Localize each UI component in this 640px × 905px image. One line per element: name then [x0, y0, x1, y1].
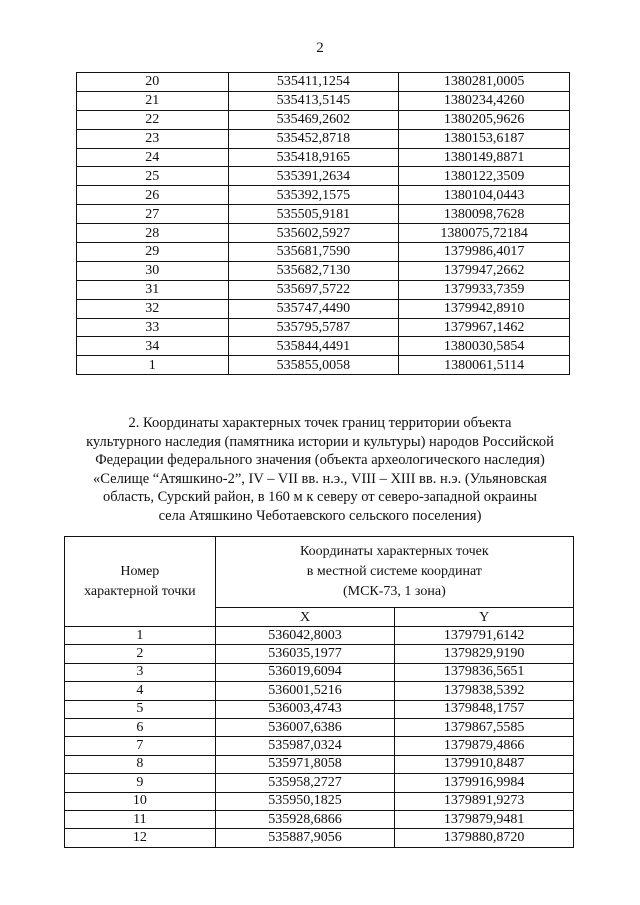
y-coordinate-cell: 1380234,4260 — [399, 91, 570, 110]
header-x: X — [215, 608, 395, 627]
y-coordinate-cell: 1379836,5651 — [395, 663, 574, 681]
caption-line: область, Сурский район, в 160 м к северу от северо-западной окраины — [103, 489, 537, 506]
table-row — [77, 205, 570, 224]
point-number-cell: 1 — [65, 627, 216, 645]
x-coordinate-cell: 535505,9181 — [228, 205, 399, 224]
point-number-cell: 26 — [77, 186, 229, 205]
x-coordinate-cell: 535411,1254 — [228, 73, 399, 92]
table-row — [65, 737, 574, 755]
table-row — [77, 356, 570, 375]
header-coordinates-line1: Координаты характерных точек — [300, 544, 489, 559]
point-number-cell: 34 — [77, 337, 229, 356]
y-coordinate-cell: 1379947,2662 — [399, 261, 570, 280]
point-number-cell: 20 — [77, 73, 229, 92]
point-number-cell: 23 — [77, 129, 229, 148]
table-row — [65, 627, 574, 645]
table-row — [65, 755, 574, 773]
y-coordinate-cell: 1380075,72184 — [399, 224, 570, 243]
x-coordinate-cell: 536042,8003 — [215, 627, 395, 645]
y-coordinate-cell: 1379879,4866 — [395, 737, 574, 755]
header-point-number-line1: Номер — [120, 563, 160, 579]
point-number-cell: 22 — [77, 110, 229, 129]
y-coordinate-cell: 1379838,5392 — [395, 682, 574, 700]
y-coordinate-cell: 1379910,8487 — [395, 755, 574, 773]
y-coordinate-cell: 1379880,8720 — [395, 829, 574, 847]
y-coordinate-cell: 1379829,9190 — [395, 645, 574, 663]
point-number-cell: 32 — [77, 299, 229, 318]
x-coordinate-cell: 535844,4491 — [228, 337, 399, 356]
x-coordinate-cell: 536001,5216 — [215, 682, 395, 700]
point-number-cell: 12 — [65, 829, 216, 847]
x-coordinate-cell: 535855,0058 — [228, 356, 399, 375]
point-number-cell: 24 — [77, 148, 229, 167]
x-coordinate-cell: 535391,2634 — [228, 167, 399, 186]
coordinates-table-continued-body — [77, 73, 570, 375]
y-coordinate-cell: 1379867,5585 — [395, 718, 574, 736]
table-row — [77, 224, 570, 243]
x-coordinate-cell: 535682,7130 — [228, 261, 399, 280]
table-row — [65, 645, 574, 663]
point-number-cell: 1 — [77, 356, 229, 375]
y-coordinate-cell: 1380205,9626 — [399, 110, 570, 129]
y-coordinate-cell: 1380104,0443 — [399, 186, 570, 205]
x-coordinate-cell: 536035,1977 — [215, 645, 395, 663]
caption-line: села Атяшкино Чеботаевского сельского поселения) — [158, 507, 482, 524]
x-coordinate-cell: 535418,9165 — [228, 148, 399, 167]
x-coordinate-cell: 535971,8058 — [215, 755, 395, 773]
y-coordinate-cell: 1379933,7359 — [399, 280, 570, 299]
table-row — [77, 243, 570, 262]
y-coordinate-cell: 1379916,9984 — [395, 774, 574, 792]
x-coordinate-cell: 535950,1825 — [215, 792, 395, 810]
x-coordinate-cell: 535928,6866 — [215, 810, 395, 828]
table-row — [77, 167, 570, 186]
y-coordinate-cell: 1379848,1757 — [395, 700, 574, 718]
coordinates-table-section-2 — [64, 536, 574, 848]
table-row — [65, 810, 574, 828]
y-coordinate-cell: 1380153,6187 — [399, 129, 570, 148]
header-coordinates-line2: в местной системе координат — [306, 564, 482, 579]
table-row — [77, 110, 570, 129]
table-row — [77, 280, 570, 299]
header-y: Y — [395, 608, 574, 627]
x-coordinate-cell: 535795,5787 — [228, 318, 399, 337]
x-coordinate-cell: 535887,9056 — [215, 829, 395, 847]
point-number-cell: 11 — [65, 810, 216, 828]
y-coordinate-cell: 1379967,1462 — [399, 318, 570, 337]
point-number-cell: 10 — [65, 792, 216, 810]
y-coordinate-cell: 1379891,9273 — [395, 792, 574, 810]
point-number-cell: 4 — [65, 682, 216, 700]
point-number-cell: 29 — [77, 243, 229, 262]
point-number-cell: 2 — [65, 645, 216, 663]
point-number-cell: 30 — [77, 261, 229, 280]
x-coordinate-cell: 535958,2727 — [215, 774, 395, 792]
table-row — [77, 318, 570, 337]
point-number-cell: 28 — [77, 224, 229, 243]
caption-line: «Селище “Атяшкино-2”, IV – VII вв. н.э., VIII – XIII вв. н.э. (Ульяновская — [93, 470, 547, 487]
table-row — [77, 91, 570, 110]
point-number-cell: 8 — [65, 755, 216, 773]
table-row — [65, 663, 574, 681]
point-number-cell: 7 — [65, 737, 216, 755]
point-number-cell: 27 — [77, 205, 229, 224]
table-row — [77, 261, 570, 280]
table-row — [77, 129, 570, 148]
table-row — [77, 186, 570, 205]
header-point-number-line2: характерной точки — [84, 583, 196, 599]
table-row — [77, 337, 570, 356]
y-coordinate-cell: 1380030,5854 — [399, 337, 570, 356]
x-coordinate-cell: 535413,5145 — [228, 91, 399, 110]
x-coordinate-cell: 536019,6094 — [215, 663, 395, 681]
coordinates-table-continued — [76, 72, 570, 375]
x-coordinate-cell: 535452,8718 — [228, 129, 399, 148]
point-number-cell: 25 — [77, 167, 229, 186]
x-coordinate-cell: 536003,4743 — [215, 700, 395, 718]
point-number-cell: 33 — [77, 318, 229, 337]
table-row — [65, 774, 574, 792]
point-number-cell: 6 — [65, 718, 216, 736]
point-number-cell: 5 — [65, 700, 216, 718]
y-coordinate-cell: 1380149,8871 — [399, 148, 570, 167]
caption-line: культурного наследия (памятника истории и культуры) народов Российской — [86, 433, 554, 450]
y-coordinate-cell: 1379791,6142 — [395, 627, 574, 645]
table-row — [65, 792, 574, 810]
table-row — [65, 718, 574, 736]
coordinates-table-section-2-body — [65, 627, 574, 848]
caption-line: Федерации федерального значения (объекта археологического наследия) — [95, 452, 545, 469]
x-coordinate-cell: 535697,5722 — [228, 280, 399, 299]
y-coordinate-cell: 1379986,4017 — [399, 243, 570, 262]
table-row — [65, 682, 574, 700]
table-row — [77, 148, 570, 167]
x-coordinate-cell: 535987,0324 — [215, 737, 395, 755]
section-2-caption — [60, 414, 580, 526]
y-coordinate-cell: 1379879,9481 — [395, 810, 574, 828]
point-number-cell: 31 — [77, 280, 229, 299]
y-coordinate-cell: 1379942,8910 — [399, 299, 570, 318]
table-row — [65, 700, 574, 718]
x-coordinate-cell: 535747,4490 — [228, 299, 399, 318]
x-coordinate-cell: 535602,5927 — [228, 224, 399, 243]
x-coordinate-cell: 535469,2602 — [228, 110, 399, 129]
point-number-cell: 9 — [65, 774, 216, 792]
table-row — [65, 829, 574, 847]
x-coordinate-cell: 535681,7590 — [228, 243, 399, 262]
x-coordinate-cell: 536007,6386 — [215, 718, 395, 736]
table-row — [77, 73, 570, 92]
y-coordinate-cell: 1380122,3509 — [399, 167, 570, 186]
y-coordinate-cell: 1380061,5114 — [399, 356, 570, 375]
page-number: 2 — [316, 40, 324, 56]
point-number-cell: 3 — [65, 663, 216, 681]
table-row — [77, 299, 570, 318]
y-coordinate-cell: 1380098,7628 — [399, 205, 570, 224]
header-coordinates-line3: (МСК-73, 1 зона) — [342, 584, 446, 599]
caption-line: 2. Координаты характерных точек границ территории объекта — [128, 415, 512, 431]
point-number-cell: 21 — [77, 91, 229, 110]
header-coordinates — [215, 537, 573, 608]
x-coordinate-cell: 535392,1575 — [228, 186, 399, 205]
header-point-number — [65, 537, 216, 627]
y-coordinate-cell: 1380281,0005 — [399, 73, 570, 92]
